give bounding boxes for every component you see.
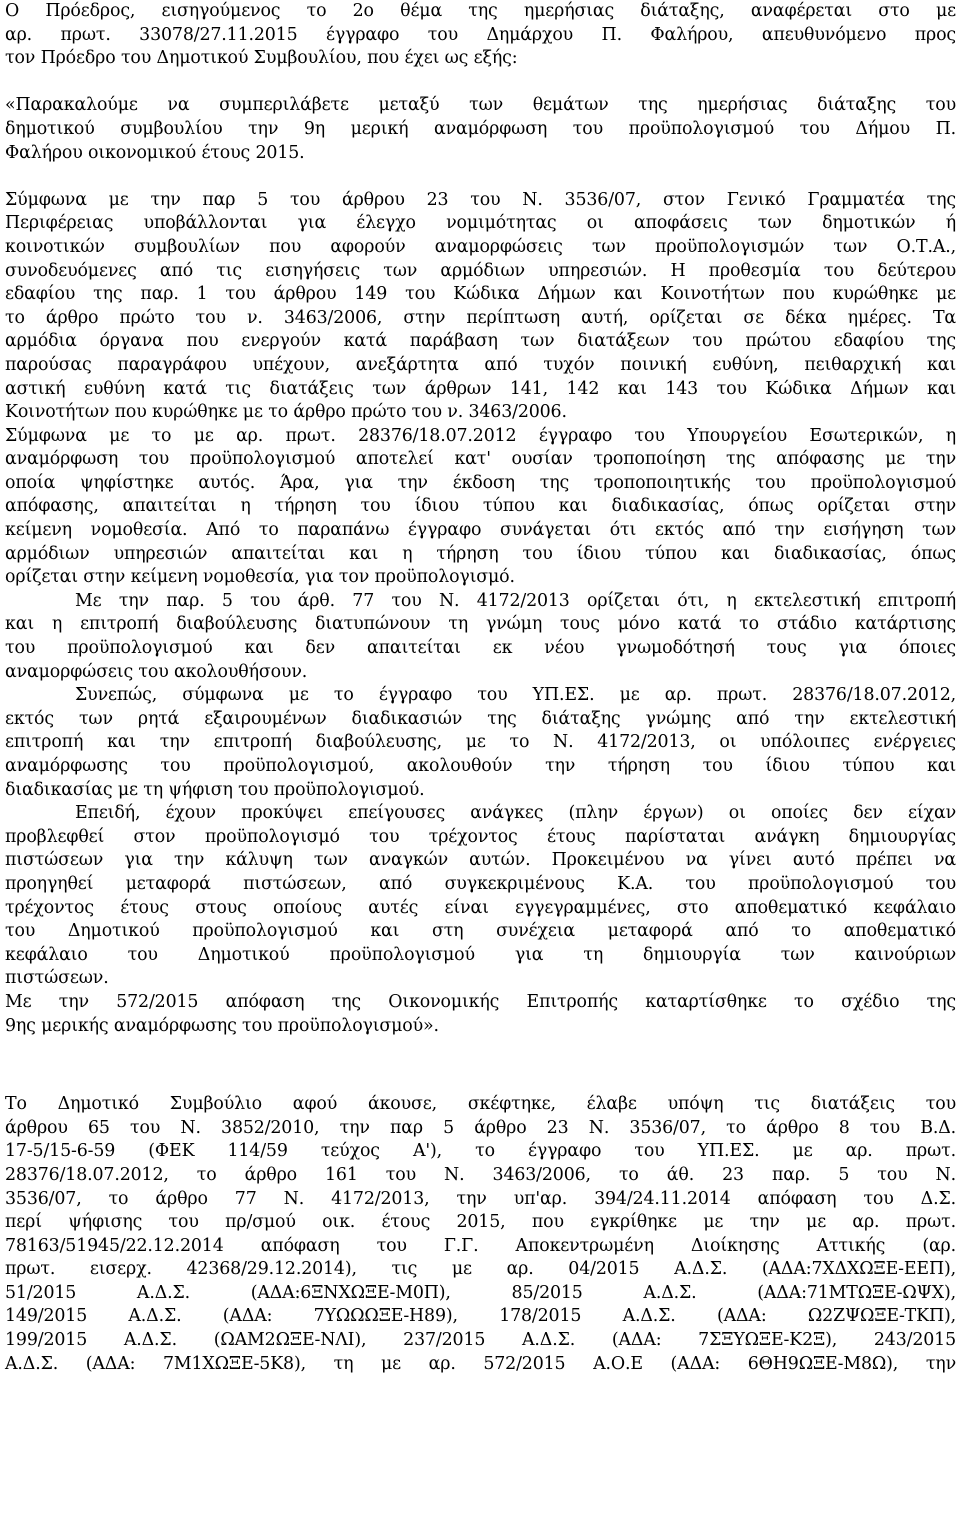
text-line: απόφασης, απαιτείται η τήρηση του ίδιου τύπου και διαδικασίας, όπως ορίζεται στην <box>5 496 956 517</box>
text-line: αρμόδιων υπηρεσιών απαιτείται και η τήρηση του ίδιου τύπου και διαδικασίας, όπως <box>5 543 956 564</box>
text-line: Σύμφωνα με την παρ 5 του άρθρου 23 του Ν. 3536/07, στον Γενικό Γραμματέα της <box>5 189 956 210</box>
intro-paragraph <box>5 0 956 71</box>
text-line: του Δημοτικού προϋπολογισμού και στη συνέχεια μεταφορά από το αποθεματικό <box>5 921 956 942</box>
closing-paragraph <box>5 991 956 1038</box>
paragraph-spacer <box>5 71 956 95</box>
paragraph-spacer <box>5 1038 956 1093</box>
text-line: 28376/18.07.2012, το άρθρο 161 του Ν. 3463/2006, το άθ. 23 παρ. 5 του Ν. <box>5 1164 956 1185</box>
text-line: Σύμφωνα με το με αρ. πρωτ. 28376/18.07.2012 έγγραφο του Υπουργείου Εσωτερικών, η <box>5 425 956 446</box>
text-line: Επειδή, έχουν προκύψει επείγουσες ανάγκες (πλην έργων) οι οποίες δεν είχαν <box>75 803 956 824</box>
text-line: 199/2015 Α.Δ.Σ. (ΩΑΜ2ΩΞΕ-ΝΛΙ), 237/2015 Α.Δ.Σ. (ΑΔΑ: 7ΣΞΥΩΞΕ-Κ2Ξ), 243/2015 <box>5 1330 956 1351</box>
text-line: αρ. πρωτ. 33078/27.11.2015 έγγραφο του Δημάρχου Π. Φαλήρου, απευθυνόμενο προς <box>5 24 956 45</box>
text-line: τρέχοντος έτους στους οποίους αυτές είναι εγγεγραμμένες, στο αποθεματικό κεφάλαιο <box>5 897 956 918</box>
because-paragraph <box>5 802 956 991</box>
text-line: αρμόδια όργανα που ενεργούν κατά παράβαση των διατάξεων του πρώτου εδαφίου της <box>5 331 956 352</box>
text-line: διαδικασίας με τη ψήφιση του προϋπολογισμού. <box>5 779 425 800</box>
text-line: Κοινοτήτων που κυρώθηκε με το άρθρο πρώτο του ν. 3463/2006. <box>5 402 567 423</box>
text-line: Α.Δ.Σ. (ΑΔΑ: 7Μ1ΧΩΞΕ-5Κ8), τη με αρ. 572/2015 Α.Ο.Ε (ΑΔΑ: 6ΘΗ9ΩΞΕ-Μ8Ω), την <box>5 1353 956 1374</box>
text-line: πιστώσεων. <box>5 968 109 989</box>
text-line: προβλεφθεί στον προϋπολογισμό του τρέχοντος έτους παρίσταται ανάγκη δημιουργίας <box>5 826 956 847</box>
text-line: προηγηθεί μεταφορά πιστώσεων, από συγκεκριμένους Κ.Α. του προϋπολογισμού του <box>5 873 956 894</box>
text-line: «Παρακαλούμε να συμπεριλάβετε μεταξύ των θεμάτων της ημερήσιας διάταξης του <box>5 95 956 116</box>
text-line: Το Δημοτικό Συμβούλιο αφού άκουσε, σκέφτηκε, έλαβε υπόψη τις διατάξεις του <box>5 1094 956 1115</box>
text-line: Με την 572/2015 απόφαση της Οικονομικής Επιτροπής καταρτίσθηκε το σχέδιο της <box>5 991 956 1012</box>
text-line: 3536/07, το άρθρο 77 Ν. 4172/2013, την υπ'αρ. 394/24.11.2014 απόφαση του Δ.Σ. <box>5 1188 956 1209</box>
text-line: δημοτικού συμβουλίου την 9η μερική αναμόρφωση του προϋπολογισμού του Δήμου Π. <box>5 118 956 139</box>
text-line: 78163/51945/22.12.2014 απόφαση του Γ.Γ. Αποκεντρωμένη Διοίκησης Αττικής (αρ. <box>5 1235 956 1256</box>
text-line: άρθρου 65 του Ν. 3852/2010, την παρ 5 άρθρο 23 Ν. 3536/07, το άρθρο 8 του Β.Δ. <box>5 1117 956 1138</box>
text-line: 17-5/15-6-59 (ΦΕΚ 114/59 τεύχος Α'), το έγγραφο του ΥΠ.ΕΣ. με αρ. πρωτ. <box>5 1141 956 1162</box>
text-line: ορίζεται στην κείμενη νομοθεσία, για τον προϋπολογισμό. <box>5 567 515 588</box>
text-line: Συνεπώς, σύμφωνα με το έγγραφο του ΥΠ.ΕΣ. με αρ. πρωτ. 28376/18.07.2012, <box>75 685 956 706</box>
text-line: 149/2015 Α.Δ.Σ. (ΑΔΑ: 7ΥΩΩΩΞΕ-Η89), 178/2015 Α.Δ.Σ. (ΑΔΑ: Ω2ΖΨΩΞΕ-ΤΚΠ), <box>5 1306 956 1327</box>
text-line: Φαλήρου οικονομικού έτους 2015. <box>5 142 305 163</box>
text-line: αναμόρφωσης του προϋπολογισμού, ακολουθούν την τήρηση του ίδιου τύπου και <box>5 756 956 776</box>
text-line: του προϋπολογισμού και δεν απαιτείται εκ νέου γνωμοδότησή τους για όποιες <box>5 638 956 659</box>
text-line: αναμόρφωση του προϋπολογισμού αποτελεί κατ' ουσίαν τροποποίηση της απόφασης με την <box>5 449 956 470</box>
text-line: οποία ψηφίστηκε αυτός. Άρα, για την έκδοση της τροποποιητικής του προϋπολογισμού <box>5 472 956 493</box>
text-line: κείμενη νομοθεσία. Από το παραπάνω έγγραφο συνάγεται ότι εκτός από την εισήγηση των <box>5 520 956 541</box>
text-line: Περιφέρειας υποβάλλονται για έλεγχο νομιμότητας οι αποφάσεις των δημοτικών ή <box>5 213 956 234</box>
text-line: συνοδευόμενες από τις εισηγήσεις των αρμόδιων υπηρεσιών. Η προθεσμία του δεύτερου <box>5 260 956 281</box>
text-line: εκτός των ρητά εξαιρουμένων διαδικασιών της διάταξης γνώμης από την εκτελεστική <box>5 708 956 729</box>
text-line: 51/2015 Α.Δ.Σ. (ΑΔΑ:6ΞΝΧΩΞΕ-Μ0Π), 85/2015 Α.Δ.Σ. (ΑΔΑ:71ΜΤΩΞΕ-ΩΨΧ), <box>5 1282 956 1303</box>
text-line: το άρθρο πρώτο του ν. 3463/2006, στην περίπτωση αυτή, ορίζεται σε δέκα ημέρες. Τα <box>5 307 956 328</box>
text-line: κεφάλαιο του Δημοτικού προϋπολογισμού για τη δημιουργία των καινούριων <box>5 944 956 965</box>
paragraph-spacer <box>5 165 956 189</box>
text-line: Ο Πρόεδρος, εισηγούμενος το 2ο θέμα της ημερήσιας διάταξης, αναφέρεται στο με <box>5 1 956 21</box>
text-line: 9ης μερικής αναμόρφωσης του προϋπολογισμού». <box>5 1015 439 1036</box>
text-line: παρούσας παραγράφου υπέχουν, ανεξάρτητα από τυχόν ποινική ευθύνη, πειθαρχική και <box>5 354 956 375</box>
text-line: αναμορφώσεις του ακολουθήσουν. <box>5 661 308 682</box>
text-line: πιστώσεων για την κάλυψη των αναγκών αυτών. Προκειμένου να γίνει αυτό πρέπει να <box>5 850 956 871</box>
text-line: επιτροπή και την επιτροπή διαβούλευσης, με το Ν. 4172/2013, οι υπόλοιπες ενέργειες <box>5 732 956 753</box>
text-line: πρωτ. εισερχ. 42368/29.12.2014), τις με αρ. 04/2015 Α.Δ.Σ. (ΑΔΑ:7ΧΔΧΩΞΕ-ΕΕΠ), <box>5 1259 956 1280</box>
text-line: τον Πρόεδρο του Δημοτικού Συμβουλίου, που έχει ως εξής: <box>5 48 518 69</box>
text-line: αστική ευθύνη κατά τις διατάξεις των άρθρων 141, 142 και 143 του Κώδικα Δήμων και <box>5 378 956 399</box>
text-line: Με την παρ. 5 του άρθ. 77 του Ν. 4172/2013 ορίζεται ότι, η εκτελεστική επιτροπή <box>75 590 956 611</box>
consequently-paragraph <box>5 684 956 802</box>
request-paragraph <box>5 94 956 165</box>
text-line: εδαφίου της παρ. 1 του άρθρου 149 του Κώδικα Δήμων και Κοινοτήτων που κυρώθηκε με <box>5 284 956 305</box>
text-line: κοινοτικών συμβουλίων που αφορούν αναμορφώσεις των προϋπολογισμών των Ο.Τ.Α., <box>5 236 956 257</box>
council-paragraph <box>5 1093 956 1376</box>
legal-basis-paragraph <box>5 189 956 590</box>
text-line: περί ψήφισης του πρ/σμού οικ. έτους 2015, που εγκρίθηκε με την με αρ. πρωτ. <box>5 1212 956 1233</box>
text-line: και η επιτροπή διαβούλευσης διατυπώνουν τη γνώμη τους μόνο κατά το στάδιο κατάρτισης <box>5 614 956 635</box>
law-4172-paragraph <box>5 590 956 684</box>
